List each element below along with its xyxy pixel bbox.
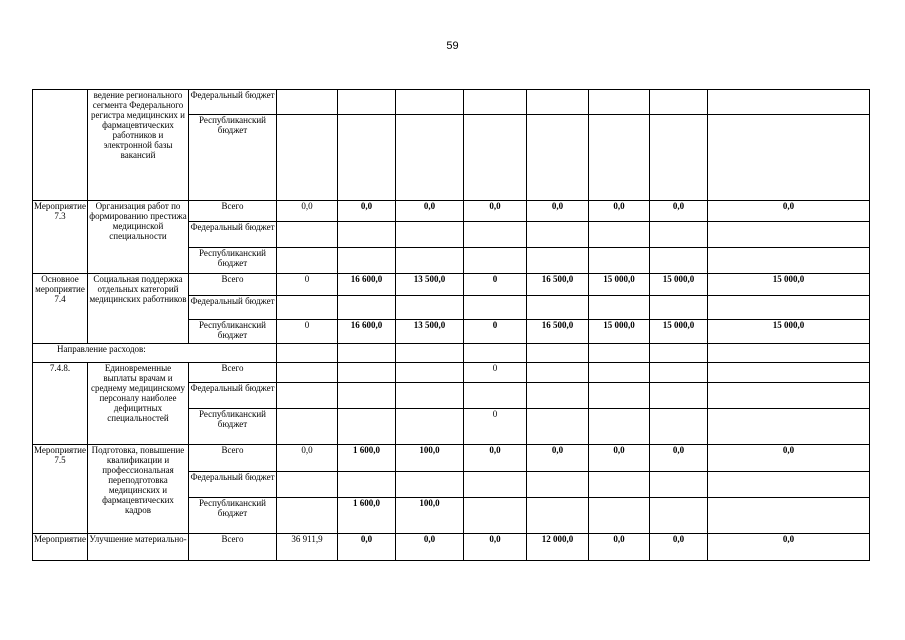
cell (708, 248, 870, 274)
cell: Всего (189, 534, 277, 561)
cell: 0 (277, 320, 338, 344)
cell (277, 248, 338, 274)
cell: 0,0 (464, 445, 527, 472)
table-row (33, 534, 870, 561)
cell: Федеральный бюджет (189, 383, 277, 409)
cell: 0 (464, 274, 527, 296)
cell: 15 000,0 (589, 320, 650, 344)
cell: Подготовка, повышение квалификации и профессиональная переподготовка медицинских и фармацевтических кадров (88, 445, 189, 534)
cell (277, 472, 338, 498)
table-row (33, 363, 870, 383)
cell (527, 90, 589, 115)
cell: 0,0 (338, 201, 396, 222)
cell: 0,0 (464, 534, 527, 561)
cell (277, 115, 338, 201)
cell (650, 222, 708, 248)
cell (527, 409, 589, 445)
cell: Всего (189, 201, 277, 222)
cell (396, 296, 464, 320)
cell: 16 600,0 (338, 320, 396, 344)
cell (396, 248, 464, 274)
cell: 16 500,0 (527, 274, 589, 296)
cell (464, 90, 527, 115)
cell: 0,0 (589, 201, 650, 222)
cell (650, 383, 708, 409)
cell (708, 115, 870, 201)
cell (589, 409, 650, 445)
cell: 0,0 (277, 445, 338, 472)
cell: 15 000,0 (650, 274, 708, 296)
cell (708, 363, 870, 383)
cell (650, 472, 708, 498)
cell (396, 222, 464, 248)
budget-table (32, 89, 870, 561)
cell: Улучшение материально- (88, 534, 189, 561)
cell (589, 383, 650, 409)
table-row (33, 445, 870, 472)
cell: 0 (464, 363, 527, 383)
cell (338, 344, 396, 363)
cell: 0,0 (338, 534, 396, 561)
cell (277, 222, 338, 248)
cell: 0 (464, 320, 527, 344)
cell (650, 248, 708, 274)
cell (338, 222, 396, 248)
cell: Республиканский бюджет (189, 320, 277, 344)
cell (277, 498, 338, 534)
cell (396, 383, 464, 409)
cell: 100,0 (396, 445, 464, 472)
cell: Мероприятие (33, 534, 88, 561)
cell (650, 90, 708, 115)
cell: 0,0 (396, 201, 464, 222)
cell: 0,0 (708, 201, 870, 222)
cell (708, 472, 870, 498)
cell: 0,0 (396, 534, 464, 561)
cell: 0 (464, 409, 527, 445)
cell (527, 115, 589, 201)
cell (708, 222, 870, 248)
cell: Республиканский бюджет (189, 409, 277, 445)
direction-label: Направление расходов: (33, 344, 277, 363)
cell: Федеральный бюджет (189, 90, 277, 115)
cell: Федеральный бюджет (189, 222, 277, 248)
cell (708, 383, 870, 409)
cell (589, 472, 650, 498)
cell (527, 472, 589, 498)
cell (464, 344, 527, 363)
cell (338, 383, 396, 409)
cell: Федеральный бюджет (189, 472, 277, 498)
cell (650, 498, 708, 534)
cell: Мероприятие 7.5 (33, 445, 88, 534)
cell (338, 90, 396, 115)
cell (589, 222, 650, 248)
cell: 0,0 (650, 201, 708, 222)
cell: 0,0 (589, 534, 650, 561)
cell (277, 409, 338, 445)
cell: 7.4.8. (33, 363, 88, 445)
cell (33, 90, 88, 201)
cell (464, 472, 527, 498)
cell (338, 472, 396, 498)
cell: 12 000,0 (527, 534, 589, 561)
cell (708, 498, 870, 534)
cell: 100,0 (396, 498, 464, 534)
cell (650, 344, 708, 363)
cell: 0,0 (650, 534, 708, 561)
table-row (33, 274, 870, 296)
cell: 36 911,9 (277, 534, 338, 561)
cell (464, 296, 527, 320)
cell (708, 90, 870, 115)
cell (589, 296, 650, 320)
cell (277, 383, 338, 409)
cell: Всего (189, 363, 277, 383)
cell: 0,0 (708, 534, 870, 561)
cell (650, 363, 708, 383)
cell: 13 500,0 (396, 320, 464, 344)
cell (589, 344, 650, 363)
cell: 0,0 (589, 445, 650, 472)
cell: 15 000,0 (650, 320, 708, 344)
cell: Республиканский бюджет (189, 115, 277, 201)
cell: 16 600,0 (338, 274, 396, 296)
page-number: 59 (446, 40, 459, 52)
cell: 0,0 (708, 445, 870, 472)
cell (396, 90, 464, 115)
cell (396, 472, 464, 498)
cell (277, 296, 338, 320)
cell (527, 383, 589, 409)
cell (589, 90, 650, 115)
cell: Социальная поддержка отдельных категорий медицинских работников (88, 274, 189, 344)
cell: 0,0 (464, 201, 527, 222)
cell (527, 248, 589, 274)
cell: 0,0 (527, 445, 589, 472)
cell (708, 296, 870, 320)
cell: Мероприятие 7.3 (33, 201, 88, 274)
cell (338, 248, 396, 274)
cell (527, 222, 589, 248)
cell (589, 248, 650, 274)
cell (527, 344, 589, 363)
cell: 15 000,0 (589, 274, 650, 296)
cell (396, 409, 464, 445)
cell (464, 222, 527, 248)
cell: 0,0 (277, 201, 338, 222)
cell: Организация работ по формированию престижа медицинской специальности (88, 201, 189, 274)
cell: 13 500,0 (396, 274, 464, 296)
cell (338, 363, 396, 383)
cell: 16 500,0 (527, 320, 589, 344)
cell: ведение регионального сегмента Федерального регистра медицинских и фармацевтических работников и электронной базы вакансий (88, 90, 189, 201)
table-row (33, 90, 870, 115)
cell: Республиканский бюджет (189, 498, 277, 534)
cell (527, 296, 589, 320)
cell (277, 344, 338, 363)
cell (338, 409, 396, 445)
cell: Единовременные выплаты врачам и среднему медицинскому персоналу наиболее дефицитных специальностей (88, 363, 189, 445)
cell (589, 363, 650, 383)
cell (464, 498, 527, 534)
cell (527, 498, 589, 534)
cell: 15 000,0 (708, 274, 870, 296)
cell: Основное мероприятие 7.4 (33, 274, 88, 344)
cell (708, 344, 870, 363)
cell (650, 409, 708, 445)
cell (589, 115, 650, 201)
cell: Федеральный бюджет (189, 296, 277, 320)
cell (396, 115, 464, 201)
cell: 0 (277, 274, 338, 296)
cell: Всего (189, 445, 277, 472)
cell (396, 344, 464, 363)
cell (464, 248, 527, 274)
cell (589, 498, 650, 534)
cell (650, 296, 708, 320)
cell (277, 90, 338, 115)
cell (708, 409, 870, 445)
cell (464, 383, 527, 409)
cell (338, 115, 396, 201)
cell (464, 115, 527, 201)
table-row (33, 201, 870, 222)
cell: 1 600,0 (338, 498, 396, 534)
cell: Всего (189, 274, 277, 296)
cell (277, 363, 338, 383)
cell: 15 000,0 (708, 320, 870, 344)
cell: 0,0 (650, 445, 708, 472)
cell (650, 115, 708, 201)
cell (396, 363, 464, 383)
cell: 0,0 (527, 201, 589, 222)
table-row (33, 344, 870, 363)
cell (527, 363, 589, 383)
cell: 1 600,0 (338, 445, 396, 472)
cell: Республиканский бюджет (189, 248, 277, 274)
cell (338, 296, 396, 320)
